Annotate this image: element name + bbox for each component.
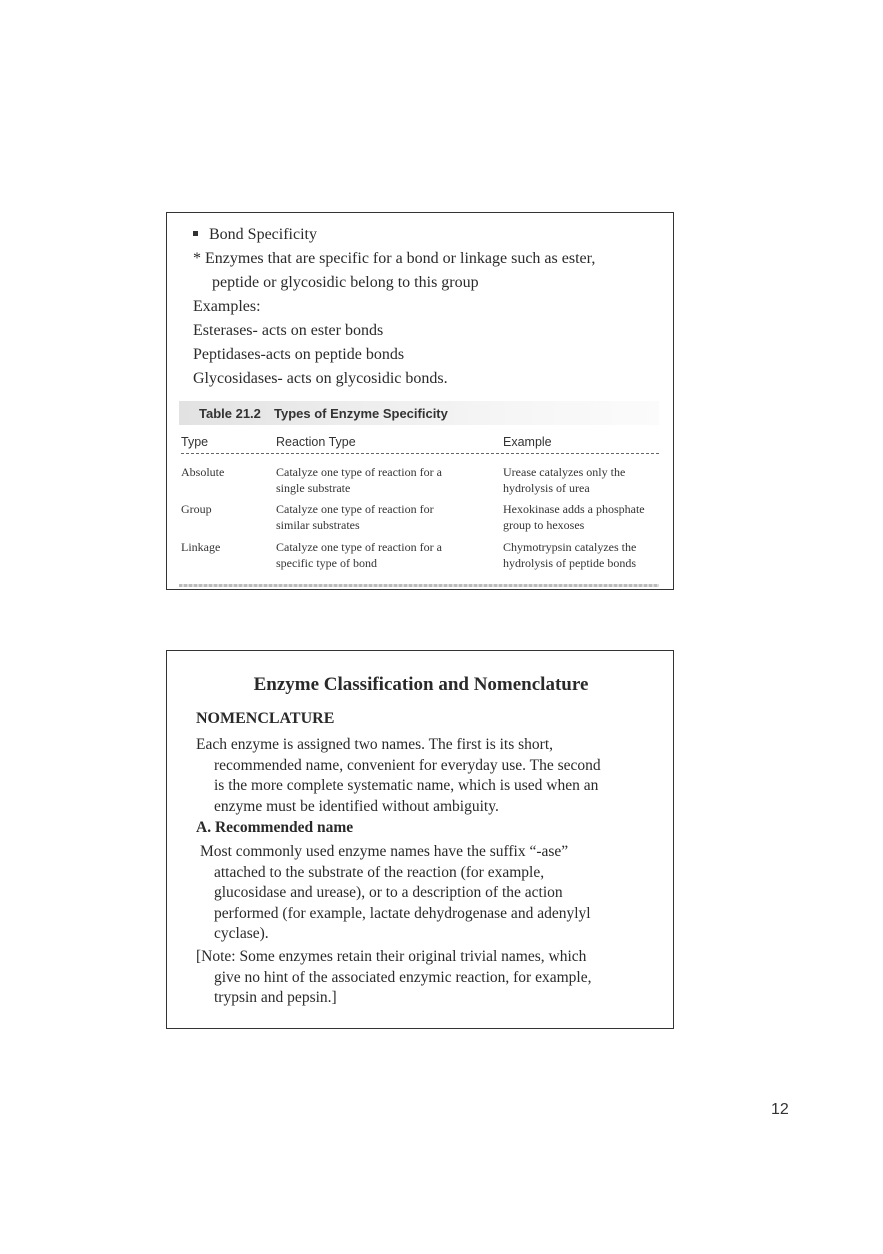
description-line: peptide or glycosidic belong to this group [212,274,479,291]
paragraph-line: cyclase). [214,925,269,942]
table-cell-reaction [276,501,434,533]
cell-line: Chymotrypsin catalyzes the [503,540,637,554]
table-cell-reaction [276,464,442,496]
table-cell-type: Absolute [181,465,225,479]
paragraph-line: enzyme must be identified without ambiguity. [214,797,499,815]
slide-bond-specificity [166,212,674,590]
paragraph-line: Each enzyme is assigned two names. The first is its short, [196,736,554,753]
column-header-reaction: Reaction Type [276,435,356,449]
cell-line: group to hexoses [503,518,585,532]
table-cell-type: Linkage [181,540,221,554]
cell-line: hydrolysis of peptide bonds [503,556,636,570]
column-header-type: Type [181,435,209,449]
table-title: Types of Enzyme Specificity [274,406,448,421]
paragraph-line: trypsin and pepsin.] [214,989,337,1006]
table-cell-reaction [276,539,442,571]
table-cell-example [503,464,625,496]
bullet-item [193,223,317,247]
table-number: Table 21.2 [199,406,261,421]
cell-line: single substrate [276,481,351,495]
table-caption [179,401,659,425]
cell-line: specific type of bond [276,556,377,570]
slide-enzyme-classification [166,650,674,1029]
cell-line: Urease catalyzes only the [503,465,626,479]
section-heading-nomenclature: NOMENCLATURE [196,710,335,727]
paragraph-line: Most commonly used enzyme names have the suffix “-ase” [200,843,569,860]
slide-title: Enzyme Classification and Nomenclature [253,674,589,695]
examples-label: Examples: [193,298,261,315]
example-item: Glycosidases- acts on glycosidic bonds. [193,370,448,387]
bullet-square-icon [193,231,198,236]
header-divider [181,453,659,454]
paragraph-line: [Note: Some enzymes retain their original trivial names, which [196,948,587,965]
paragraph-line: give no hint of the associated enzymic reaction, for example, [214,968,592,986]
cell-line: Catalyze one type of reaction for a [276,540,442,554]
bullet-text: Bond Specificity [209,226,317,243]
table-bottom-rule [179,584,659,587]
table-cell-example [503,539,636,571]
page-number: 12 [771,1101,789,1118]
cell-line: Catalyze one type of reaction for [276,502,434,516]
section-heading-recommended-name: A. Recommended name [196,819,354,836]
example-item: Peptidases-acts on peptide bonds [193,346,405,363]
paragraph-recommended-name [200,842,660,945]
paragraph-line: glucosidase and urease), or to a description of the action [214,884,563,901]
table-cell-type: Group [181,502,212,516]
description-line: * Enzymes that are specific for a bond or linkage such as ester, [193,250,596,267]
column-header-example: Example [503,435,552,449]
cell-line: Catalyze one type of reaction for a [276,465,442,479]
paragraph-note [196,947,656,1009]
example-item: Esterases- acts on ester bonds [193,322,384,339]
paragraph-line: attached to the substrate of the reaction (for example, [214,863,545,881]
paragraph-line: recommended name, convenient for everyday use. The second [214,756,601,774]
paragraph-line: performed (for example, lactate dehydrogenase and adenylyl [214,904,591,922]
table-cell-example [503,501,645,533]
cell-line: Hexokinase adds a phosphate [503,502,645,516]
paragraph-nomenclature [196,735,656,817]
description [193,247,595,295]
cell-line: hydrolysis of urea [503,481,590,495]
cell-line: similar substrates [276,518,360,532]
paragraph-line: is the more complete systematic name, which is used when an [214,777,599,794]
